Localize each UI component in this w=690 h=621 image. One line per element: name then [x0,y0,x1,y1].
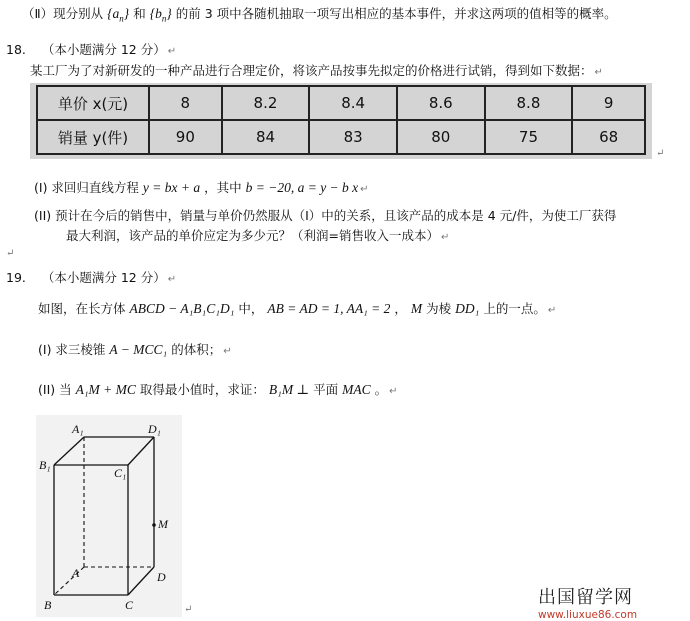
table-return-mark: ↵ [656,148,665,159]
q18-header: 18. （本小题满分 12 分） ↵ [6,42,177,57]
label-d1: D₁ [148,422,161,436]
table-row-sales [37,120,645,154]
point-m [152,523,156,527]
sequence-b: $\{b_n\}$ [149,6,172,24]
regression-condition: b = −20, a = y − b x [245,180,359,195]
cuboid-name: ABCD − A₁B₁C₁D₁ [129,301,235,316]
cuboid-dimensions: AB = AD = 1, AA₁ = 2 [267,301,391,316]
q18-number: 18. [6,42,26,57]
cuboid-diagram [36,415,182,617]
label-m: M [158,517,168,531]
table-row-price [37,86,645,120]
q18-part1: (I) 求回归直线方程 y = bx + a ，其中 b = −20, a = y − b x ↵ [34,180,369,195]
table-cell: 84 [222,120,310,154]
label-c1: C₁ [114,466,127,480]
q18-data-table-scan [30,83,652,159]
q19-header: 19. （本小题满分 12 分） ↵ [6,270,177,285]
q17-part2-prefix: （Ⅱ）现分别从 [22,6,104,21]
label-a: A [72,566,80,580]
edge-c1-d1 [128,437,154,465]
q17-part2-and: 和 [133,6,146,21]
q18-part2-line2: 最大利润，该产品的单价应定为多少元？（利润=销售收入一成本） ↵ [66,228,450,243]
q19-part2: (II) 当 A₁M + MC 取得最小值时，求证： B₁M ⊥ 平面 MAC 。 ↵ [38,382,398,397]
table-cell: 8 [149,86,222,120]
q19-part1: (I) 求三棱锥 A − MCC₁ 的体积； ↵ [38,342,232,357]
q17-part2-suffix: 的前 3 项中各随机抽取一项写出相应的基本事件，并求这两项的值相等的概率。 [175,6,617,21]
q17-part2-line [22,6,617,27]
figure-return-mark: ↵ [184,604,193,615]
label-b: B [44,598,52,612]
table-cell: 75 [485,120,573,154]
table-cell: 90 [149,120,222,154]
q19-intro: 如图，在长方体 ABCD − A₁B₁C₁D₁ 中， AB = AD = 1, AA₁ = 2 ， M 为棱 DD₁ 上的一点。 ↵ [38,301,557,316]
table-cell: 8.6 [397,86,485,120]
table-cell: 8.4 [309,86,397,120]
q18-data-table [36,85,646,155]
hidden-edge-a-b [54,567,84,595]
table-cell: 83 [309,120,397,154]
table-cell: 8.2 [222,86,310,120]
edge-c-d [128,567,154,595]
site-watermark [538,583,637,621]
pyramid-name: A − MCC₁ [109,342,168,357]
table-cell: 8.8 [485,86,573,120]
table-cell: 80 [397,120,485,154]
sequence-a: $\{a_n\}$ [107,6,130,24]
label-a1: A₁ [72,422,84,436]
table-cell: 68 [572,120,645,154]
label-d: D [157,570,166,584]
watermark-title: 出国留学网 [538,587,633,608]
q18-score: （本小题满分 12 分） [41,42,166,57]
cuboid-figure [36,415,182,617]
label-b1: B₁ [39,458,51,472]
table-header-sales: 销量 y(件) [37,120,149,154]
table-header-price: 单价 x(元) [37,86,149,120]
edge-a1-b1 [54,437,84,465]
regression-equation: y = bx + a [142,180,201,195]
paragraph-mark: ↵ [6,248,15,259]
label-c: C [125,598,134,612]
watermark-url: www.liuxue86.com [538,609,638,621]
q18-intro: 某工厂为了对新研发的一种产品进行合理定价，将该产品按事先拟定的价格进行试销，得到如下数据： ↵ [30,63,603,78]
q19-score: （本小题满分 12 分） [41,270,166,285]
table-cell: 9 [572,86,645,120]
q18-part2-line1: (II) 预计在今后的销售中，销量与单价仍然服从（I）中的关系，且该产品的成本是 4 元/件，为使工厂获得 [34,208,617,223]
q19-number: 19. [6,270,26,285]
